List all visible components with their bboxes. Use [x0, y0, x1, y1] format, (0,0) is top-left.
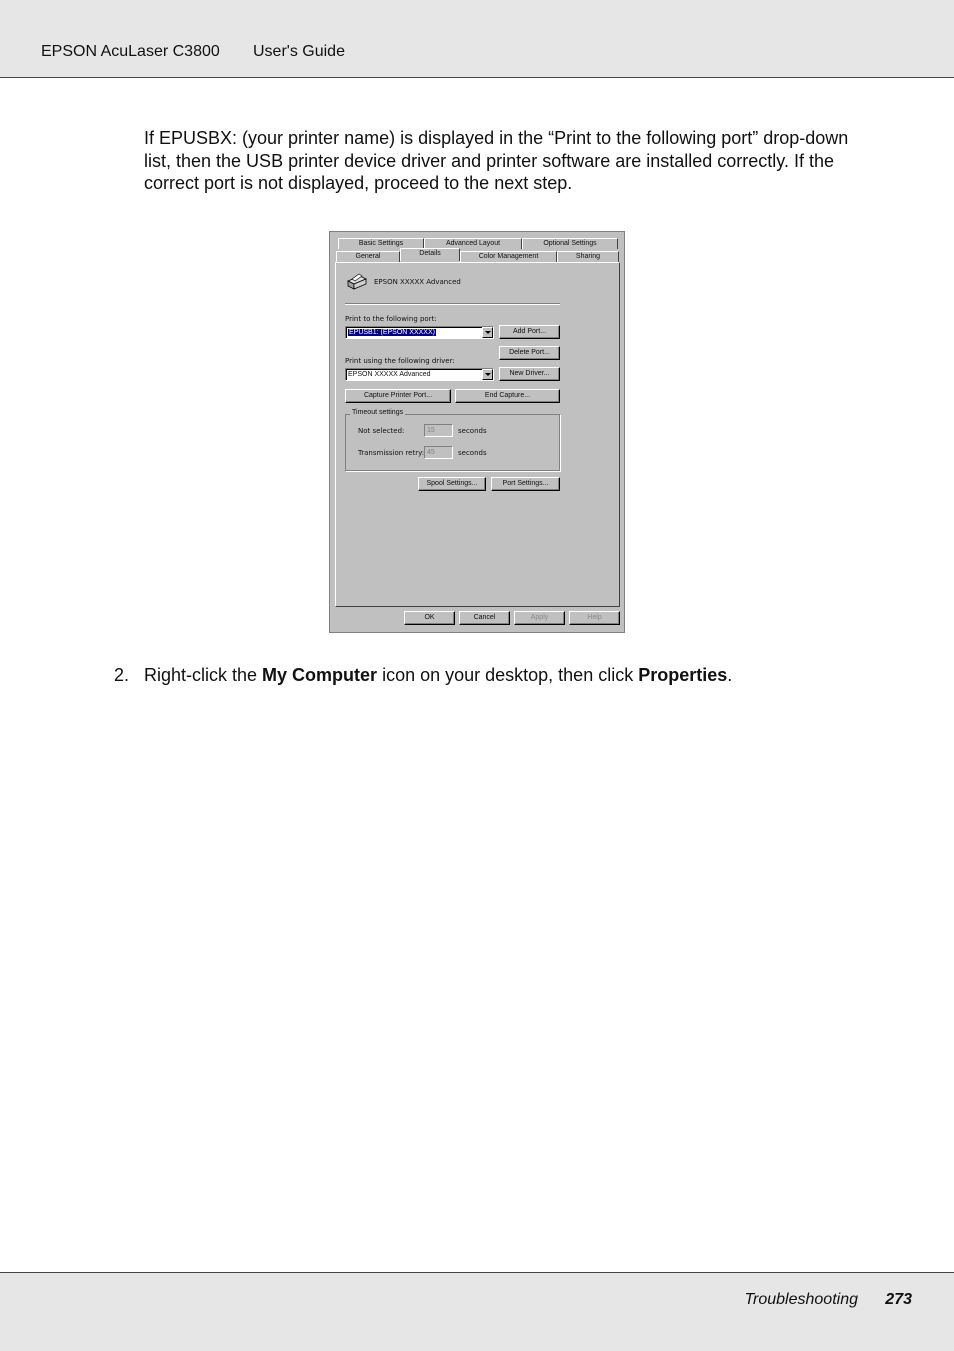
- printer-name: EPSON XXXXX Advanced: [374, 278, 461, 286]
- printer-icon: [345, 273, 367, 291]
- tab-advanced-layout[interactable]: Advanced Layout: [424, 238, 522, 249]
- page-header: [0, 0, 954, 78]
- delete-port-button[interactable]: Delete Port...: [499, 346, 560, 360]
- tab-details[interactable]: Details: [400, 248, 460, 261]
- dropdown-arrow-icon[interactable]: [482, 369, 493, 380]
- driver-selected-value: EPSON XXXXX Advanced: [348, 371, 431, 378]
- port-label: Print to the following port:: [345, 315, 437, 323]
- driver-label: Print using the following driver:: [345, 357, 455, 365]
- tab-basic-settings[interactable]: Basic Settings: [338, 238, 424, 249]
- spool-settings-button[interactable]: Spool Settings...: [418, 477, 486, 491]
- timeout-settings-group: [345, 414, 560, 471]
- step-text-part: .: [727, 665, 733, 685]
- page-footer: [0, 1272, 954, 1351]
- my-computer-term: My Computer: [262, 665, 378, 685]
- port-settings-button[interactable]: Port Settings...: [491, 477, 560, 491]
- transmission-retry-label: Transmission retry:: [358, 449, 425, 457]
- port-dropdown[interactable]: [345, 326, 494, 339]
- intro-paragraph: If EPUSBX: (your printer name) is displayed in the “Print to the following port” drop-down list, then the USB printer device driver and printer software are installed correctly. If the correct port is not displayed, proceed to the next step.: [144, 128, 849, 193]
- dropdown-arrow-icon[interactable]: [482, 327, 493, 338]
- page-number: 273: [885, 1291, 912, 1308]
- help-button[interactable]: Help: [569, 611, 620, 625]
- capture-printer-port-button[interactable]: Capture Printer Port...: [345, 389, 451, 403]
- port-selected-value: EPUSB1: (EPSON XXXXX): [349, 329, 435, 336]
- new-driver-button[interactable]: New Driver...: [499, 367, 560, 381]
- seconds-label: seconds: [458, 427, 487, 435]
- timeout-settings-title: Timeout settings: [352, 409, 404, 416]
- header-guide: User's Guide: [253, 43, 345, 60]
- tab-color-management[interactable]: Color Management: [460, 251, 557, 262]
- add-port-button[interactable]: Add Port...: [499, 325, 560, 339]
- tab-optional-settings[interactable]: Optional Settings: [522, 238, 618, 249]
- seconds-label: seconds: [458, 449, 487, 457]
- apply-button[interactable]: Apply: [514, 611, 565, 625]
- step-text: [144, 664, 732, 686]
- not-selected-field[interactable]: 15: [424, 424, 453, 437]
- ok-button[interactable]: OK: [404, 611, 455, 625]
- tab-sharing[interactable]: Sharing: [557, 251, 619, 262]
- not-selected-label: Not selected:: [358, 427, 405, 435]
- transmission-retry-field[interactable]: 45: [424, 446, 453, 459]
- header-product: EPSON AcuLaser C3800: [41, 43, 220, 60]
- separator: [345, 303, 560, 305]
- step-number: 2.: [114, 665, 130, 685]
- tab-general[interactable]: General: [336, 251, 400, 262]
- end-capture-button[interactable]: End Capture...: [455, 389, 560, 403]
- step-text-part: icon on your desktop, then click: [377, 665, 639, 685]
- footer-section: Troubleshooting: [744, 1291, 858, 1308]
- step-text-part: Right-click the: [144, 665, 263, 685]
- driver-dropdown[interactable]: [345, 368, 494, 381]
- properties-term: Properties: [638, 665, 728, 685]
- cancel-button[interactable]: Cancel: [459, 611, 510, 625]
